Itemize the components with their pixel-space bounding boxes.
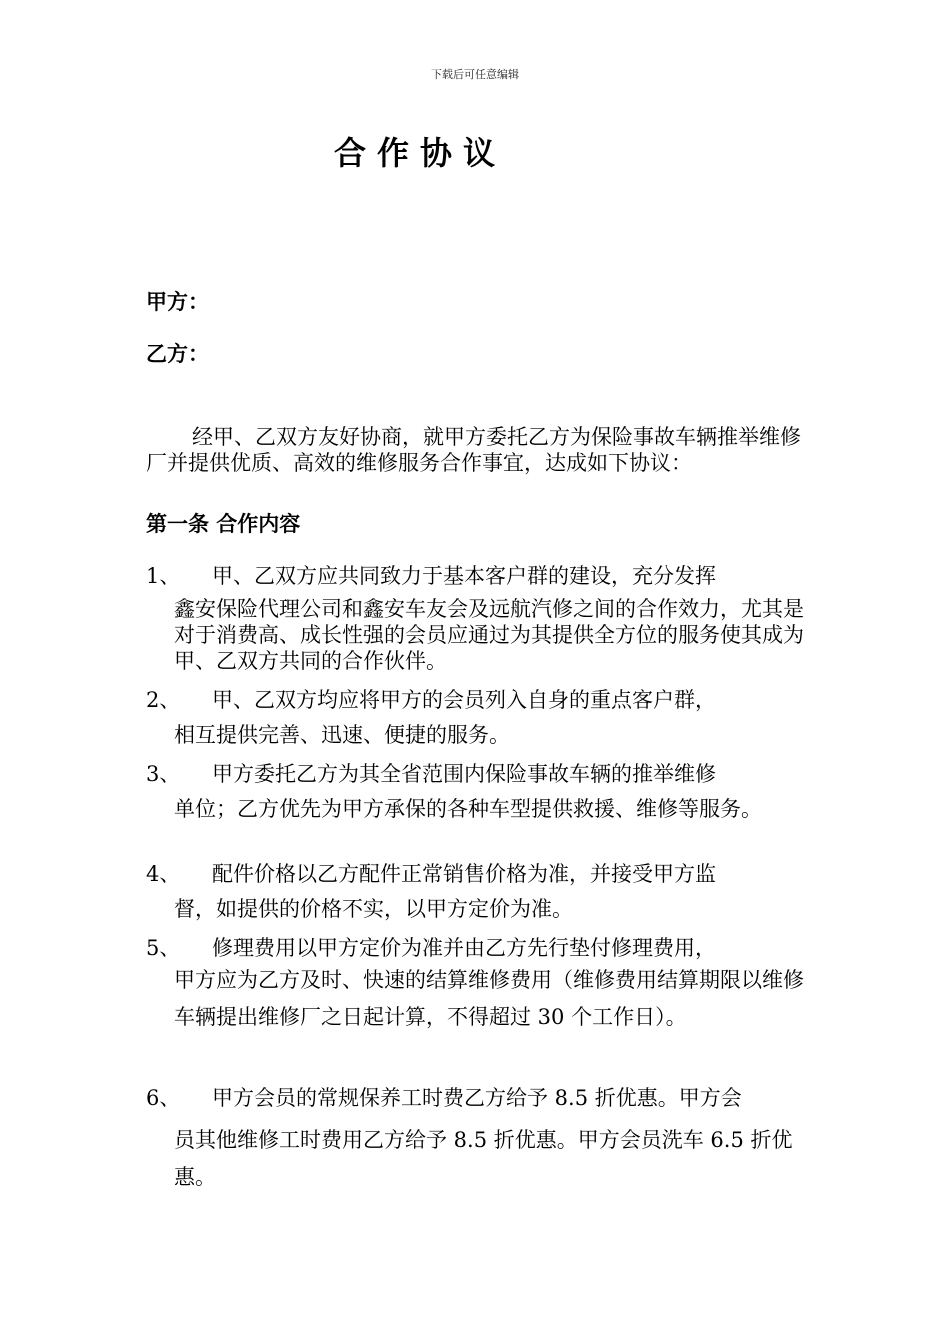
intro-paragraph: 经甲、乙双方友好协商，就甲方委托乙方为保险事故车辆推举维修厂并提供优质、高效的维修服务合作事宜，达成如下协议： (146, 425, 801, 475)
clause-first-line: 修理费用以甲方定价为准并由乙方先行垫付修理费用， (212, 936, 716, 960)
party-a-label: 甲方： (146, 290, 209, 314)
clause-number: 1、 (146, 564, 181, 588)
clause-first-line: 配件价格以乙方配件正常销售价格为准，并接受甲方监 (212, 862, 716, 886)
clause-continuation: 甲方应为乙方及时、快速的结算维修费用（维修费用结算期限以维修车辆提出维修厂之日起计算，不得超过 30 个工作日）。 (174, 968, 804, 1029)
section-heading: 第一条 合作内容 (146, 512, 301, 536)
clause-continuation: 鑫安保险代理公司和鑫安车友会及远航汽修之间的合作效力，尤其是对于消费高、成长性强的会员应通过为其提供全方位的服务使其成为甲、乙双方共同的合作伙伴。 (174, 597, 804, 673)
clause-number: 3、 (146, 762, 181, 786)
clause-number: 4、 (146, 862, 181, 886)
clause-continuation: 单位；乙方优先为甲方承保的各种车型提供救援、维修等服务。 (174, 797, 762, 821)
clause-number: 5、 (146, 936, 181, 960)
document-title: 合作协议 (334, 134, 507, 172)
clause-first-line: 甲、乙双方均应将甲方的会员列入自身的重点客户群， (212, 688, 716, 712)
clause-first-line: 甲方委托乙方为其全省范围内保险事故车辆的推举维修 (212, 762, 716, 786)
clause-first-line: 甲方会员的常规保养工时费乙方给予 8.5 折优惠。甲方会 (212, 1086, 742, 1110)
clause-first-line: 甲、乙双方应共同致力于基本客户群的建设，充分发挥 (212, 564, 716, 588)
clause-number: 2、 (146, 688, 181, 712)
party-b-label: 乙方： (146, 342, 209, 366)
clause-continuation: 员其他维修工时费用乙方给予 8.5 折优惠。甲方会员洗车 6.5 折优惠。 (174, 1128, 793, 1189)
header-note: 下载后可任意编辑 (431, 68, 519, 81)
clause-continuation: 督，如提供的价格不实，以甲方定价为准。 (174, 897, 573, 921)
clause-continuation: 相互提供完善、迅速、便捷的服务。 (174, 723, 510, 747)
clause-number: 6、 (146, 1086, 181, 1110)
